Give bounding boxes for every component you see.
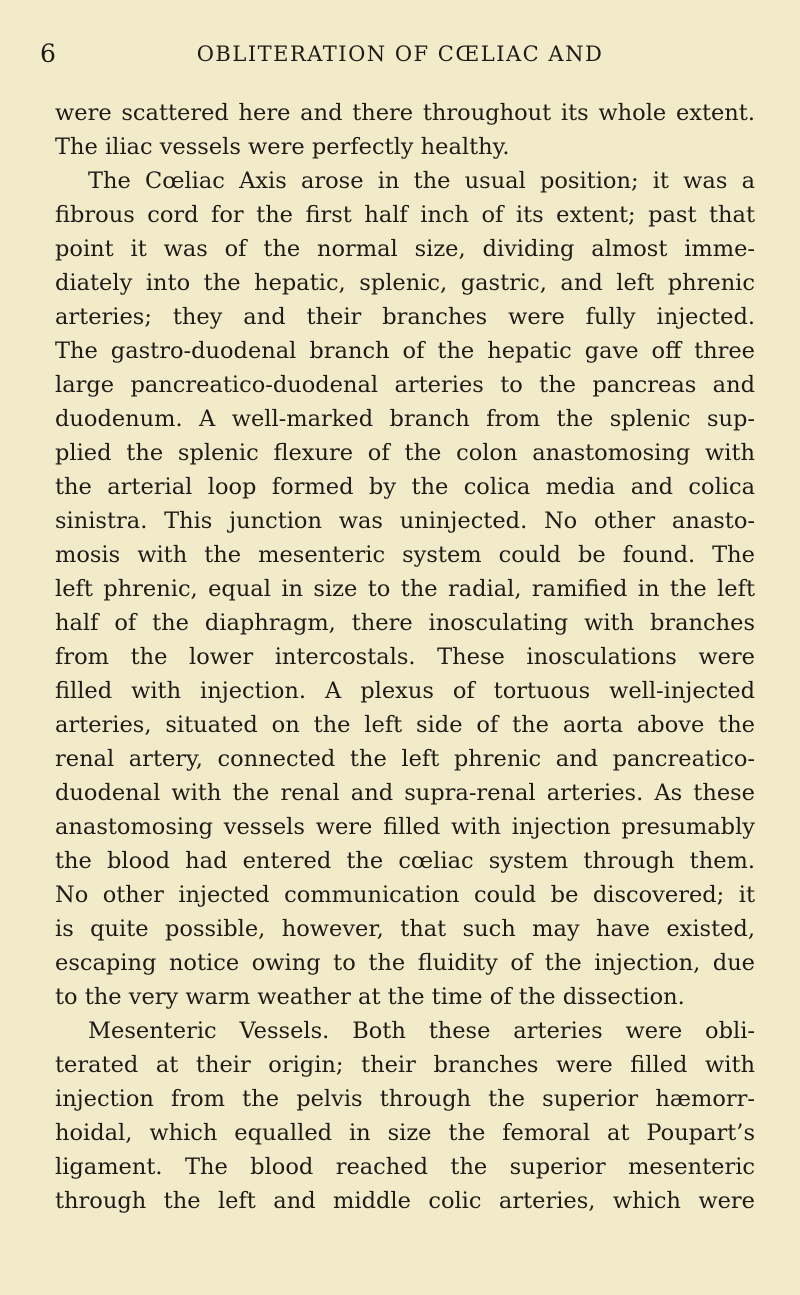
running-head	[40, 38, 760, 70]
text-line: large pancreatico-duodenal arteries to the pancreas and	[55, 372, 755, 398]
text-line: The Cœliac Axis arose in the usual position; it was a	[88, 168, 755, 194]
text-line: injection from the pelvis through the superior hæmorr-	[55, 1086, 755, 1112]
text-line: Mesenteric Vessels. Both these arteries were obli-	[88, 1018, 755, 1044]
text-line: diately into the hepatic, splenic, gastric, and left phrenic	[55, 270, 755, 296]
text-line: duodenal with the renal and supra-renal arteries. As these	[55, 780, 755, 806]
text-line: point it was of the normal size, dividing almost imme-	[55, 236, 755, 262]
text-line: hoidal, which equalled in size the femoral at Poupart’s	[55, 1120, 755, 1146]
text-line: is quite possible, however, that such may have existed,	[55, 916, 755, 942]
text-line: sinistra. This junction was uninjected. No other anasto-	[55, 508, 755, 534]
page-number: 6	[40, 39, 56, 68]
text-line: to the very warm weather at the time of the dissection.	[55, 984, 685, 1010]
text-line: were scattered here and there throughout its whole extent.	[55, 100, 755, 126]
text-line: No other injected communication could be discovered; it	[55, 882, 755, 908]
text-line: mosis with the mesenteric system could be found. The	[55, 542, 755, 568]
text-line: duodenum. A well-marked branch from the splenic sup-	[55, 406, 755, 432]
text-line: fibrous cord for the first half inch of its extent; past that	[55, 202, 755, 228]
text-line: ligament. The blood reached the superior mesenteric	[55, 1154, 755, 1180]
text-line: left phrenic, equal in size to the radial, ramified in the left	[55, 576, 755, 602]
text-line: arteries, situated on the left side of the aorta above the	[55, 712, 755, 738]
text-line: half of the diaphragm, there inosculating with branches	[55, 610, 755, 636]
text-line: the arterial loop formed by the colica media and colica	[55, 474, 755, 500]
text-line: from the lower intercostals. These inosculations were	[55, 644, 755, 670]
text-line: plied the splenic flexure of the colon anastomosing with	[55, 440, 755, 466]
text-line: escaping notice owing to the fluidity of the injection, due	[55, 950, 755, 976]
text-line: through the left and middle colic arteries, which were	[55, 1188, 755, 1214]
running-title: OBLITERATION OF CŒLIAC AND	[196, 42, 604, 66]
text-line: terated at their origin; their branches were filled with	[55, 1052, 755, 1078]
text-line: renal artery, connected the left phrenic and pancreatico-	[55, 746, 755, 772]
text-line: filled with injection. A plexus of tortuous well-injected	[55, 678, 755, 704]
body-text	[55, 96, 755, 1218]
text-line: The iliac vessels were perfectly healthy.	[55, 134, 510, 160]
text-line: arteries; they and their branches were fully injected.	[55, 304, 755, 330]
text-line: The gastro-duodenal branch of the hepatic gave off three	[55, 338, 755, 364]
text-line: the blood had entered the cœliac system through them.	[55, 848, 755, 874]
text-line: anastomosing vessels were filled with injection presumably	[55, 814, 755, 840]
